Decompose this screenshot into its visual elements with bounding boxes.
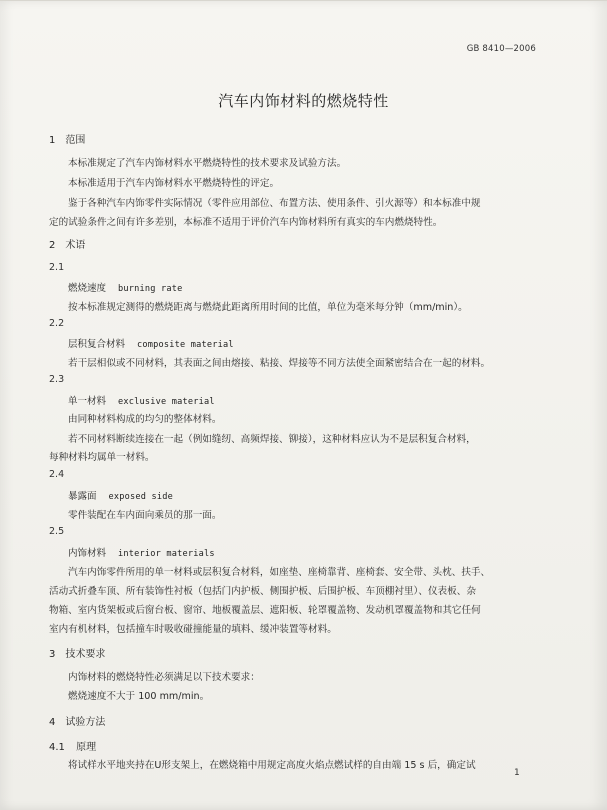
term-2-3-definition-2b: 每种材料均属单一材料。 — [49, 452, 155, 463]
term-2-2-cn: 层积复合材料 — [68, 339, 126, 350]
term-2-5-definition-3: 物箱、室内货架板或后窗台板、窗帘、地板覆盖层、遮阳板、轮罩覆盖物、发动机罩覆盖物和其它任何 — [49, 605, 481, 616]
section-4-1-heading — [49, 738, 96, 753]
section-2-heading: 2 术语 — [49, 240, 86, 251]
section-1-paragraph-1: 本标准规定了汽车内饰材料水平燃烧特性的技术要求及试验方法。 — [68, 158, 347, 169]
term-2-3-cn: 单一材料 — [68, 396, 107, 407]
standard-number: GB 8410—2006 — [466, 44, 536, 54]
term-2-1 — [68, 280, 183, 294]
section-3-heading: 3 技术要求 — [49, 649, 106, 660]
term-2-3-definition-2a: 若不同材料断续连接在一起（例如缝纫、高频焊接、铆接），这种材料应认为不是层积复合材料， — [68, 434, 476, 445]
section-4-heading: 4 试验方法 — [49, 717, 106, 728]
term-2-1-definition: 按本标准规定测得的燃烧距离与燃烧此距离所用时间的比值，单位为毫米每分钟（mm/min）。 — [68, 302, 468, 313]
section-1-paragraph-2: 本标准适用于汽车内饰材料水平燃烧特性的评定。 — [68, 178, 280, 189]
section-4-1-paragraph-1: 将试样水平地夹持在U形支架上，在燃烧箱中用规定高度火焰点燃试样的自由端 15 s 后，确定试 — [68, 760, 476, 771]
term-2-3 — [68, 393, 215, 407]
term-2-2-definition: 若干层相似或不同材料，其表面之间由熔接、粘接、焊接等不同方法使全面紧密结合在一起的材料。 — [68, 358, 491, 369]
page-title: 汽车内饰材料的燃烧特性 — [218, 92, 389, 110]
section-1-heading: 1 范围 — [49, 135, 86, 146]
term-2-5-definition-1: 汽车内饰零件所用的单一材料或层积复合材料，如座垫、座椅靠背、座椅套、安全带、头枕、扶手、 — [68, 567, 491, 578]
term-2-1-en: burning rate — [118, 284, 183, 294]
term-2-5-definition-4: 室内有机材料，包括撞车时吸收碰撞能量的填料、缓冲装置等材料。 — [49, 624, 337, 635]
term-2-2-number: 2.2 — [49, 318, 65, 329]
section-3-paragraph-2: 燃烧速度不大于 100 mm/min。 — [68, 691, 210, 702]
page-number: 1 — [514, 768, 520, 778]
term-2-3-number: 2.3 — [49, 374, 65, 385]
section-4-1-number: 4.1 — [49, 742, 65, 753]
section-1-paragraph-3a: 鉴于各种汽车内饰零件实际情况（零件应用部位、布置方法、使用条件、引火源等）和本标准中规 — [68, 198, 481, 209]
section-4-1-title: 原理 — [76, 742, 97, 753]
term-2-5-cn: 内饰材料 — [68, 548, 107, 559]
term-2-4-en: exposed side — [108, 492, 174, 502]
section-1-paragraph-3b: 定的试验条件之间有许多差别，本标准不适用于评价汽车内饰材料所有真实的车内燃烧特性。 — [49, 217, 443, 228]
term-2-5-definition-2: 活动式折叠车顶、所有装饰性衬板（包括门内护板、侧围护板、后围护板、车顶棚衬里）、仪表板、杂 — [49, 586, 476, 597]
term-2-4 — [68, 488, 173, 502]
section-3-paragraph-1: 内饰材料的燃烧特性必须满足以下技术要求： — [68, 672, 260, 683]
term-2-5 — [68, 545, 215, 559]
term-2-3-en: exclusive material — [118, 397, 215, 407]
term-2-1-cn: 燃烧速度 — [68, 283, 107, 294]
term-2-3-definition-1: 由同种材料构成的均匀的整体材料。 — [68, 414, 222, 425]
term-2-1-number: 2.1 — [49, 262, 65, 273]
term-2-5-en: interior materials — [118, 549, 215, 559]
term-2-4-cn: 暴露面 — [68, 491, 97, 502]
page-edge — [0, 0, 607, 1]
term-2-2 — [68, 336, 234, 350]
term-2-5-number: 2.5 — [49, 526, 65, 537]
term-2-4-definition: 零件装配在车内面向乘员的那一面。 — [68, 510, 222, 521]
term-2-2-en: composite material — [137, 340, 234, 350]
term-2-4-number: 2.4 — [49, 469, 65, 480]
